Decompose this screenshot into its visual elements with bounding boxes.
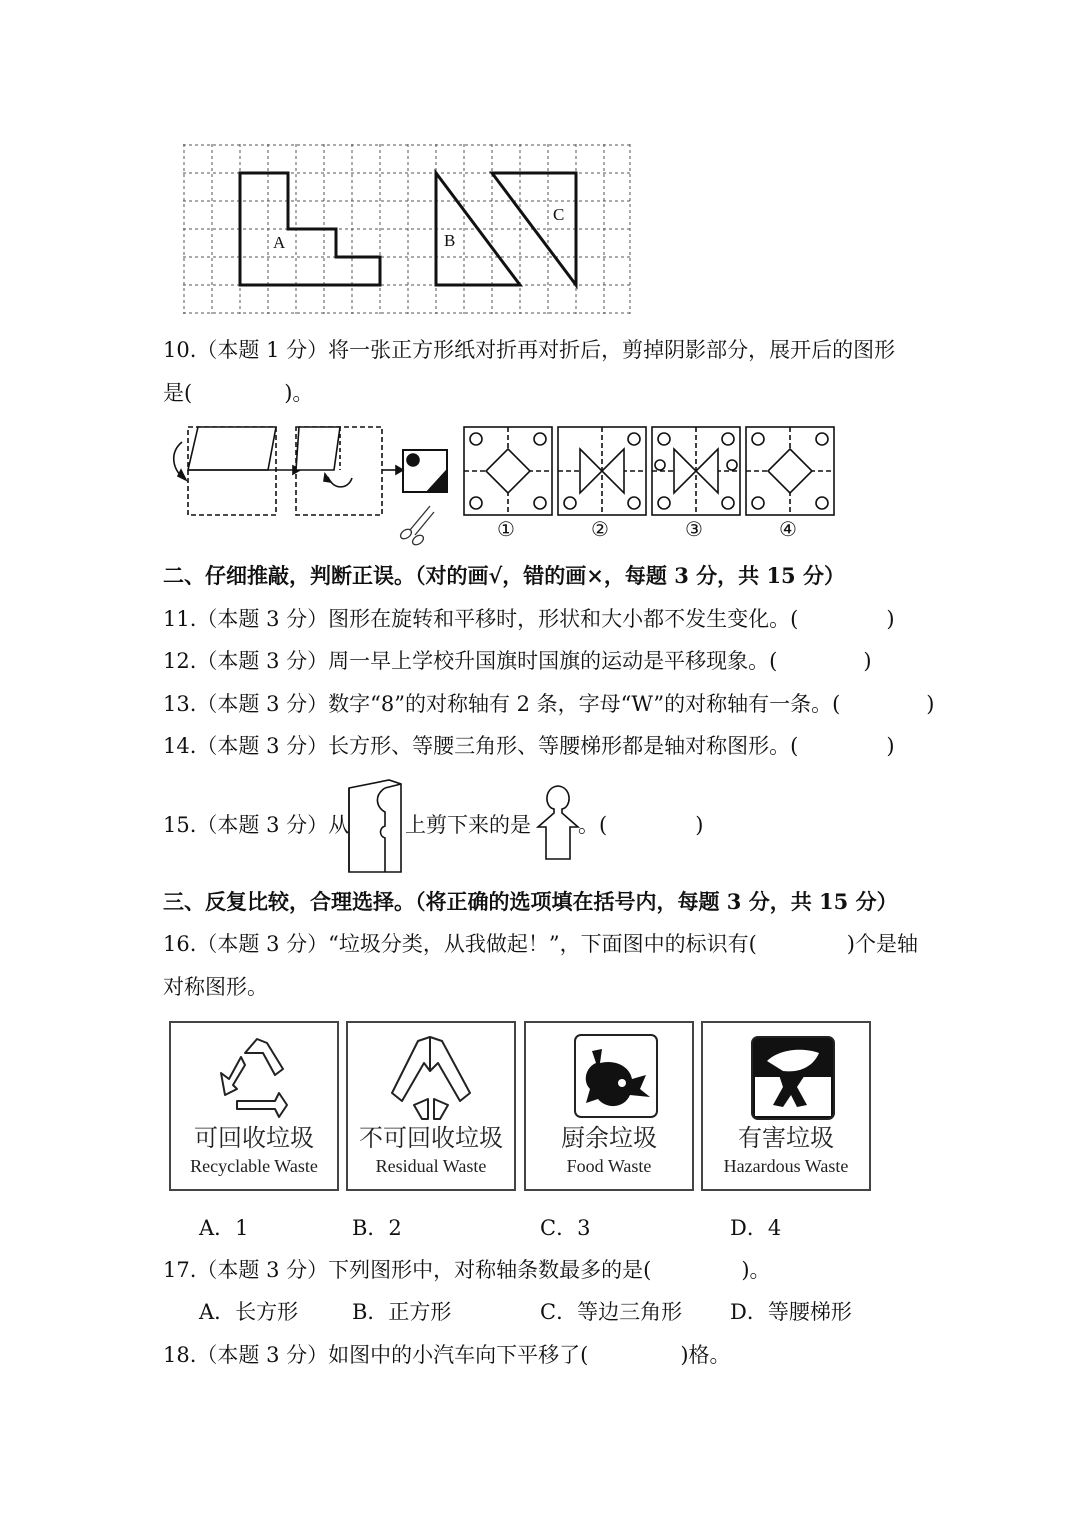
q10-option-figures xyxy=(462,425,840,517)
section-3-heading: 三、反复比较，合理选择。（将正确的选项填在括号内，每题 3 分，共 15 分） xyxy=(163,889,898,914)
grid-figure xyxy=(183,144,633,316)
q13-line xyxy=(163,690,935,718)
q16-option-d: D．4 xyxy=(730,1216,782,1240)
q14-line xyxy=(163,732,895,760)
waste-card-recyclable-en: Recyclable Waste xyxy=(190,1156,318,1176)
q16-line2: 对称图形。 xyxy=(163,975,268,999)
q16-line1-post: )个是轴 xyxy=(846,932,918,956)
waste-card-residual xyxy=(346,1021,516,1191)
q15-folded-paper xyxy=(345,776,407,876)
q18-line xyxy=(163,1341,731,1369)
q10-option-3: ③ xyxy=(685,517,703,541)
waste-card-hazardous xyxy=(701,1021,871,1191)
residual-icon xyxy=(348,1023,514,1123)
q17-option-d: D．等腰梯形 xyxy=(730,1300,852,1324)
q15-cutout-figure xyxy=(536,783,580,861)
q10-line2-pre: 是( xyxy=(163,381,193,405)
q12-line xyxy=(163,647,872,675)
q12-text: 12.（本题 3 分）周一早上学校升国旗时国旗的运动是平移现象。( xyxy=(163,649,778,673)
q16-line1-pre: 16.（本题 3 分）“垃圾分类，从我做起！”，下面图中的标识有( xyxy=(163,932,757,956)
recycle-icon xyxy=(171,1023,337,1123)
q10-figure-3 xyxy=(652,427,740,515)
q18-post: )格。 xyxy=(680,1343,731,1367)
q17-option-c: C．等边三角形 xyxy=(540,1300,683,1324)
waste-card-residual-en: Residual Waste xyxy=(375,1156,487,1176)
q17-post: )。 xyxy=(741,1258,771,1282)
q10-line2 xyxy=(163,379,313,407)
waste-card-food-en: Food Waste xyxy=(566,1156,652,1176)
q12-close: ) xyxy=(863,649,872,673)
scissors-icon xyxy=(399,506,434,547)
q13-close: ) xyxy=(926,692,935,716)
q14-text: 14.（本题 3 分）长方形、等腰三角形、等腰梯形都是轴对称图形。( xyxy=(163,734,799,758)
q16-option-a: A．1 xyxy=(199,1216,249,1240)
q15-close: ) xyxy=(695,813,704,837)
q16-line1 xyxy=(163,930,918,958)
shape-a-label: A xyxy=(273,233,286,252)
q16-option-c: C．3 xyxy=(540,1216,591,1240)
food-waste-icon xyxy=(526,1023,692,1123)
q11-line xyxy=(163,605,895,633)
q11-close: ) xyxy=(886,607,895,631)
q10-line1: 10.（本题 1 分）将一张正方形纸对折再对折后，剪掉阴影部分，展开后的图形 xyxy=(163,338,896,362)
q10-option-4: ④ xyxy=(779,517,797,541)
q10-figure-1 xyxy=(464,427,552,515)
hazardous-icon xyxy=(703,1023,869,1123)
q10-figure-2 xyxy=(558,427,646,515)
q10-option-1: ① xyxy=(497,517,515,541)
waste-card-residual-cn: 不可回收垃圾 xyxy=(359,1124,503,1152)
folding-diagram xyxy=(168,422,458,550)
q15-post xyxy=(578,811,703,839)
waste-card-recyclable-cn: 可回收垃圾 xyxy=(194,1124,314,1152)
shape-b-label: B xyxy=(444,231,456,250)
q13-text: 13.（本题 3 分）数字“8”的对称轴有 2 条，字母“W”的对称轴有一条。( xyxy=(163,692,841,716)
q16-option-b: B．2 xyxy=(352,1216,402,1240)
waste-card-food-cn: 厨余垃圾 xyxy=(561,1124,657,1152)
q11-text: 11.（本题 3 分）图形在旋转和平移时，形状和大小都不发生变化。( xyxy=(163,607,799,631)
q17-option-a: A．长方形 xyxy=(199,1300,299,1324)
q15-pre: 15.（本题 3 分）从 xyxy=(163,813,350,837)
waste-card-hazardous-en: Hazardous Waste xyxy=(723,1156,849,1176)
q10-figure-4 xyxy=(746,427,834,515)
section-2-heading: 二、仔细推敲，判断正误。（对的画√，错的画×，每题 3 分，共 15 分） xyxy=(163,563,845,588)
waste-card-hazardous-cn: 有害垃圾 xyxy=(738,1124,834,1152)
q15-post-text: 。( xyxy=(578,813,608,837)
shape-c-label: C xyxy=(553,205,565,224)
q17-line xyxy=(163,1256,771,1284)
q15-mid: 上剪下来的是 xyxy=(405,813,531,837)
q10-line2-post: )。 xyxy=(284,381,314,405)
q18-pre: 18.（本题 3 分）如图中的小汽车向下平移了( xyxy=(163,1343,589,1367)
waste-card-food xyxy=(524,1021,694,1191)
q14-close: ) xyxy=(886,734,895,758)
q17-option-b: B．正方形 xyxy=(352,1300,452,1324)
q17-pre: 17.（本题 3 分）下列图形中，对称轴条数最多的是( xyxy=(163,1258,652,1282)
q10-option-2: ② xyxy=(591,517,609,541)
waste-card-recyclable xyxy=(169,1021,339,1191)
